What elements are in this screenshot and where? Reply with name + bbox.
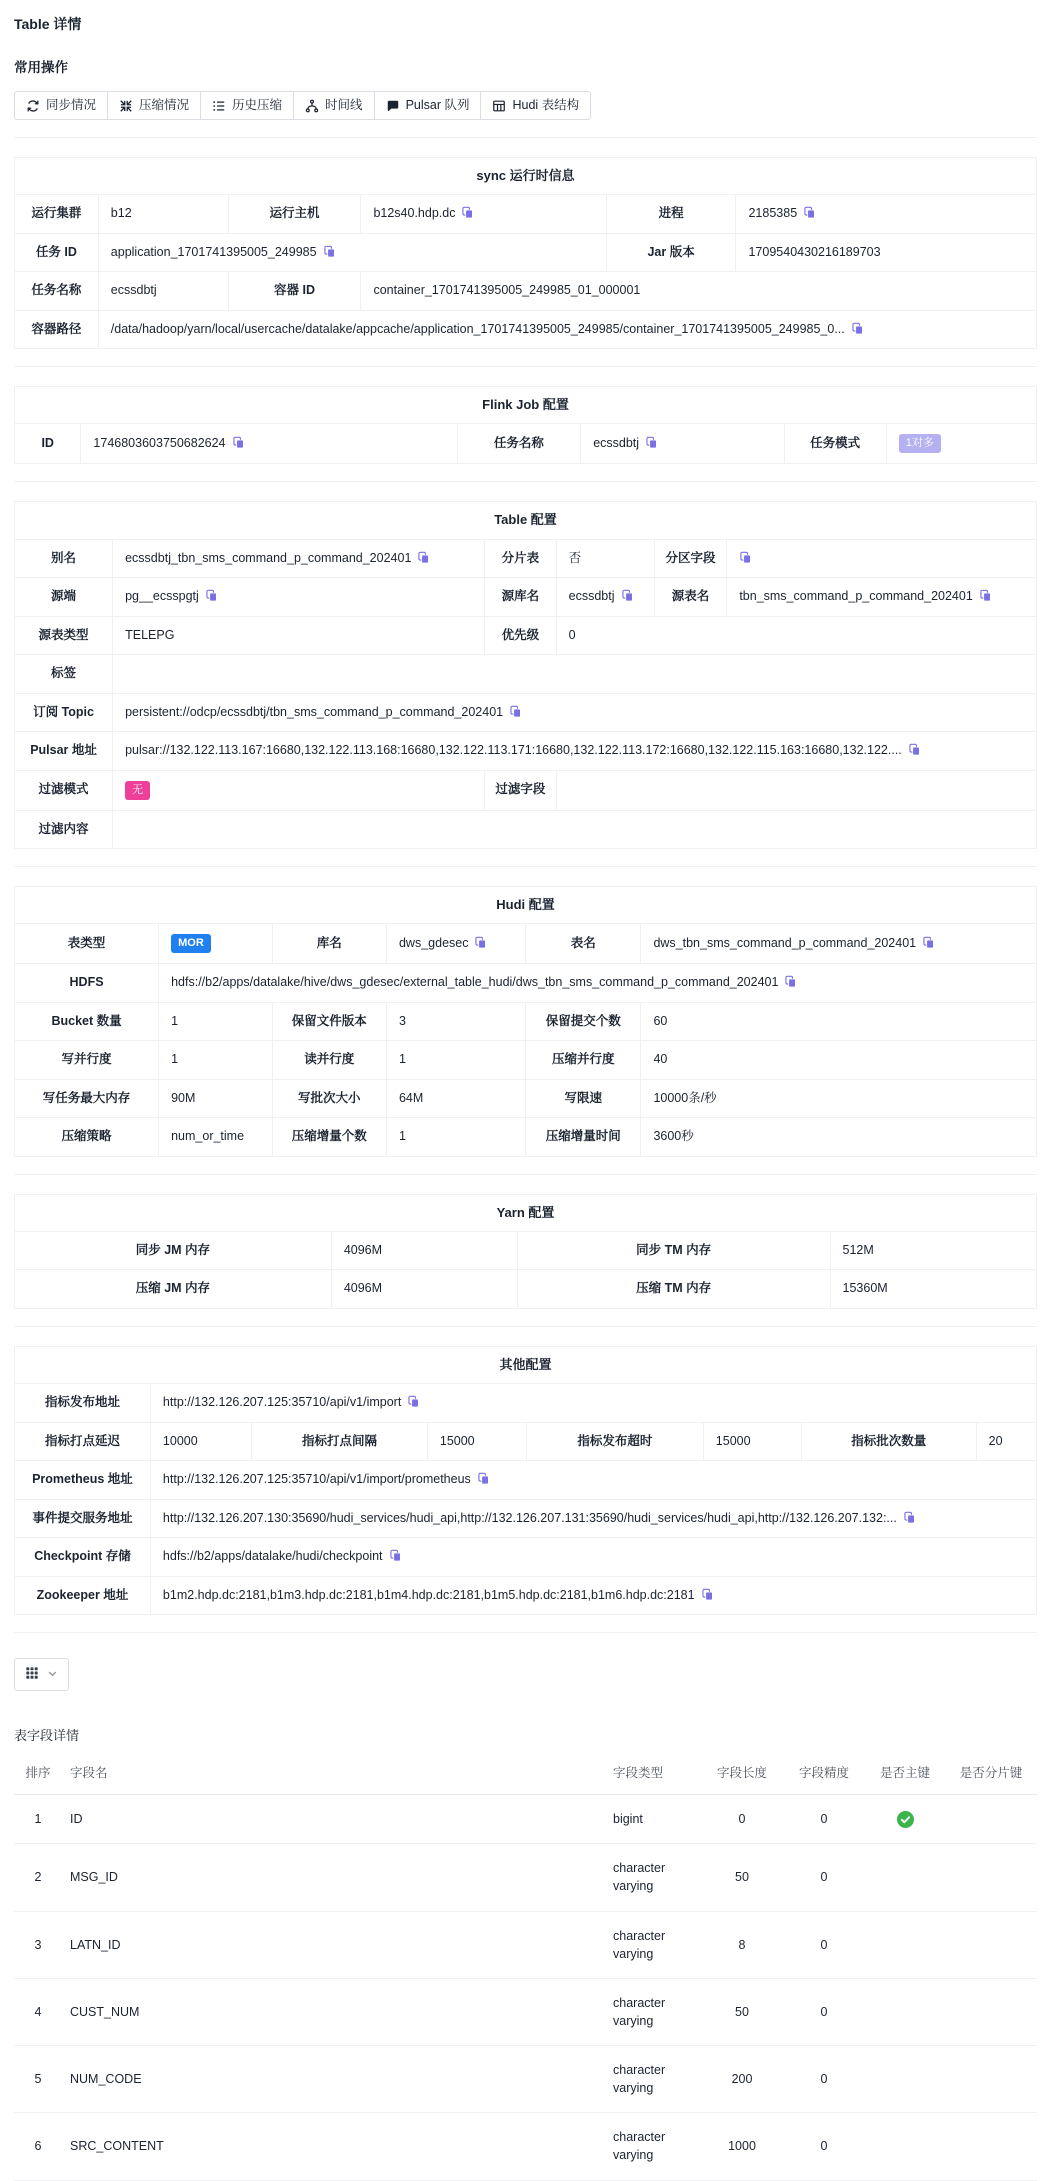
- column-settings-button[interactable]: [14, 1658, 69, 1691]
- write-parallelism-value: 1: [159, 1041, 272, 1080]
- file-versions-label: 保留文件版本: [272, 1002, 386, 1041]
- copy-icon[interactable]: [407, 1395, 420, 1408]
- compact-delta-num-label: 压缩增量个数: [272, 1118, 386, 1157]
- table-config-table: [14, 501, 1037, 849]
- col-shard-key: 是否分片键: [945, 1750, 1037, 1795]
- jar-version-label: Jar 版本: [606, 233, 736, 272]
- write-batch-size-value: 64M: [386, 1079, 525, 1118]
- cell-order: 4: [14, 1978, 62, 2045]
- read-parallelism-label: 读并行度: [272, 1041, 386, 1080]
- hdfs-label: HDFS: [15, 964, 159, 1003]
- checkpoint-storage-label: Checkpoint 存储: [15, 1538, 151, 1577]
- cell-field-precision: 0: [783, 1978, 865, 2045]
- sync-status-label: 同步情况: [46, 98, 97, 112]
- cell-field-name: LATN_ID: [62, 1911, 605, 1978]
- table-row: [14, 1911, 1037, 1978]
- copy-icon[interactable]: [205, 589, 218, 602]
- table-type-label: 表类型: [15, 924, 159, 964]
- hudi-table-label: 表名: [525, 924, 640, 964]
- copy-icon[interactable]: [232, 436, 245, 449]
- filter-content-value: [113, 810, 1037, 849]
- cell-primary-key: [865, 2113, 945, 2180]
- compact-delta-time-label: 压缩增量时间: [525, 1118, 640, 1157]
- read-parallelism-value: 1: [386, 1041, 525, 1080]
- task-name-value: ecssdbtj: [98, 272, 228, 311]
- copy-icon[interactable]: [803, 206, 816, 219]
- sync-status-button[interactable]: [14, 91, 108, 120]
- hudi-config-table: [14, 886, 1037, 1157]
- filter-content-label: 过滤内容: [15, 810, 113, 849]
- cell-shard-key: [945, 1844, 1037, 1911]
- copy-icon[interactable]: [645, 436, 658, 449]
- container-path-label: 容器路径: [15, 310, 99, 349]
- bucket-count-label: Bucket 数量: [15, 1002, 159, 1041]
- filter-mode-badge: 无: [125, 781, 150, 800]
- copy-icon[interactable]: [701, 1588, 714, 1601]
- cell-shard-key: [945, 1795, 1037, 1844]
- write-max-memory-label: 写任务最大内存: [15, 1079, 159, 1118]
- cell-order: 1: [14, 1795, 62, 1844]
- copy-icon[interactable]: [903, 1511, 916, 1524]
- common-ops-toolbar: [14, 91, 591, 120]
- hudi-db-label: 库名: [272, 924, 386, 964]
- cell-field-name: ID: [62, 1795, 605, 1844]
- cell-field-length: 50: [701, 1844, 783, 1911]
- metric-delay-label: 指标打点延迟: [15, 1422, 151, 1461]
- metric-url-label: 指标发布地址: [15, 1384, 151, 1423]
- compact-tm-memory-label: 压缩 TM 内存: [517, 1270, 830, 1309]
- sharded-value: 否: [556, 539, 654, 578]
- cell-field-precision: 0: [783, 1844, 865, 1911]
- table-icon: [492, 99, 506, 113]
- pulsar-queue-button[interactable]: [374, 91, 482, 120]
- compact-tm-memory-value: 15360M: [830, 1270, 1036, 1309]
- flink-task-name-label: 任务名称: [457, 424, 581, 464]
- partition-field-label: 分区字段: [654, 539, 727, 578]
- flink-job-title: Flink Job 配置: [15, 387, 1037, 424]
- table-row: [14, 2046, 1037, 2113]
- table-row: [14, 2113, 1037, 2180]
- process-value: 2185385: [736, 195, 1037, 234]
- chevron-down-icon: [47, 1667, 58, 1682]
- filter-mode-value: [113, 770, 485, 810]
- copy-icon[interactable]: [417, 551, 430, 564]
- process-label: 进程: [606, 195, 736, 234]
- compact-jm-memory-label: 压缩 JM 内存: [15, 1270, 332, 1309]
- grid-icon: [25, 1666, 39, 1683]
- write-rate-limit-label: 写限速: [525, 1079, 640, 1118]
- flink-job-table: [14, 386, 1037, 464]
- task-mode-badge: 1对多: [899, 434, 941, 453]
- source-value: pg__ecsspgtj: [113, 578, 485, 617]
- col-order: 排序: [14, 1750, 62, 1795]
- task-id-value: application_1701741395005_249985: [98, 233, 606, 272]
- metric-url-value: http://132.126.207.125:35710/api/v1/import: [150, 1384, 1036, 1423]
- cell-field-length: 1000: [701, 2113, 783, 2180]
- cell-primary-key: [865, 2046, 945, 2113]
- topic-label: 订阅 Topic: [15, 693, 113, 732]
- cell-field-name: CUST_NUM: [62, 1978, 605, 2045]
- copy-icon[interactable]: [509, 705, 522, 718]
- cell-shard-key: [945, 1911, 1037, 1978]
- section-divider: [14, 137, 1037, 138]
- copy-icon[interactable]: [323, 245, 336, 258]
- compact-delta-num-value: 1: [386, 1118, 525, 1157]
- alias-value: ecssdbtj_tbn_sms_command_p_command_202401: [113, 539, 485, 578]
- sync-runtime-table: [14, 157, 1037, 349]
- metric-batch-value: 20: [976, 1422, 1036, 1461]
- cell-field-name: SRC_CONTENT: [62, 2113, 605, 2180]
- metric-delay-value: 10000: [150, 1422, 251, 1461]
- yarn-config-title: Yarn 配置: [15, 1194, 1037, 1231]
- sync-tm-memory-value: 512M: [830, 1231, 1036, 1270]
- yarn-config-table: [14, 1194, 1037, 1309]
- cell-field-name: MSG_ID: [62, 1844, 605, 1911]
- source-table-label: 源表名: [654, 578, 727, 617]
- task-mode-value: [886, 424, 1036, 464]
- section-divider: [14, 1174, 1037, 1175]
- commits-kept-value: 60: [641, 1002, 1037, 1041]
- cell-field-name: NUM_CODE: [62, 2046, 605, 2113]
- list-icon: [212, 99, 226, 113]
- history-compaction-label: 历史压缩: [232, 98, 283, 112]
- write-max-memory-value: 90M: [159, 1079, 272, 1118]
- table-row: [14, 1844, 1037, 1911]
- event-service-label: 事件提交服务地址: [15, 1499, 151, 1538]
- other-config-title: 其他配置: [15, 1346, 1037, 1383]
- task-name-label: 任务名称: [15, 272, 99, 311]
- compress-icon: [119, 99, 133, 113]
- copy-icon[interactable]: [922, 936, 935, 949]
- metric-interval-value: 15000: [427, 1422, 526, 1461]
- priority-label: 优先级: [485, 616, 557, 655]
- copy-icon[interactable]: [784, 975, 797, 988]
- copy-icon[interactable]: [621, 589, 634, 602]
- source-label: 源端: [15, 578, 113, 617]
- message-icon: [386, 99, 400, 113]
- cluster-value: b12: [98, 195, 228, 234]
- jar-version-value: 1709540430216189703: [736, 233, 1037, 272]
- host-label: 运行主机: [228, 195, 361, 234]
- bucket-count-value: 1: [159, 1002, 272, 1041]
- zookeeper-address-label: Zookeeper 地址: [15, 1576, 151, 1615]
- cell-order: 5: [14, 2046, 62, 2113]
- cell-field-length: 8: [701, 1911, 783, 1978]
- cell-field-type: bigint: [605, 1795, 701, 1844]
- table-config-title: Table 配置: [15, 502, 1037, 539]
- compact-delta-time-value: 3600秒: [641, 1118, 1037, 1157]
- timeline-button[interactable]: [293, 91, 375, 120]
- fields-header-row: [14, 1750, 1037, 1795]
- cell-primary-key: [865, 1795, 945, 1844]
- cell-shard-key: [945, 2113, 1037, 2180]
- pulsar-address-label: Pulsar 地址: [15, 732, 113, 771]
- cell-field-type: character varying: [605, 1911, 701, 1978]
- cell-order: 2: [14, 1844, 62, 1911]
- section-divider: [14, 866, 1037, 867]
- cell-order: 3: [14, 1911, 62, 1978]
- sync-jm-memory-value: 4096M: [331, 1231, 517, 1270]
- pulsar-address-value: pulsar://132.122.113.167:16680,132.122.113.168:16680,132.122.113.171:16680,132.122.113.172:16680,132.122.115.163:16680,132.122....: [113, 732, 1037, 771]
- cell-primary-key: [865, 1844, 945, 1911]
- task-mode-label: 任务模式: [784, 424, 886, 464]
- flink-id-value: 1746803603750682624: [81, 424, 457, 464]
- copy-icon[interactable]: [474, 936, 487, 949]
- cell-field-precision: 0: [783, 1911, 865, 1978]
- cell-field-length: 50: [701, 1978, 783, 2045]
- partition-field-value: [727, 539, 1037, 578]
- hudi-table-structure-button[interactable]: [480, 91, 591, 120]
- timeline-label: 时间线: [325, 98, 363, 112]
- write-rate-limit-value: 10000条/秒: [641, 1079, 1037, 1118]
- compaction-status-button[interactable]: [107, 91, 201, 120]
- cell-primary-key: [865, 1978, 945, 2045]
- filter-field-value: [556, 770, 1036, 810]
- prometheus-address-label: Prometheus 地址: [15, 1461, 151, 1500]
- hdfs-value: hdfs://b2/apps/datalake/hive/dws_gdesec/external_table_hudi/dws_tbn_sms_command_p_command_202401: [159, 964, 1037, 1003]
- pulsar-queue-label: Pulsar 队列: [405, 98, 470, 112]
- priority-value: 0: [556, 616, 1036, 655]
- cell-field-length: 200: [701, 2046, 783, 2113]
- col-field-length: 字段长度: [701, 1750, 783, 1795]
- prometheus-address-value: http://132.126.207.125:35710/api/v1/import/prometheus: [150, 1461, 1036, 1500]
- write-parallelism-label: 写并行度: [15, 1041, 159, 1080]
- sharded-label: 分片表: [485, 539, 557, 578]
- history-compaction-button[interactable]: [200, 91, 294, 120]
- cell-field-length: 0: [701, 1795, 783, 1844]
- page-title: Table 详情: [14, 16, 82, 32]
- topic-value: persistent://odcp/ecssdbtj/tbn_sms_command_p_command_202401: [113, 693, 1037, 732]
- cell-shard-key: [945, 1978, 1037, 2045]
- container-path-value: /data/hadoop/yarn/local/usercache/datalake/appcache/application_1701741395005_249985/container_1701741395005_249985_0...: [98, 310, 1036, 349]
- col-field-name: 字段名: [62, 1750, 605, 1795]
- filter-field-label: 过滤字段: [485, 770, 557, 810]
- write-batch-size-label: 写批次大小: [272, 1079, 386, 1118]
- sync-runtime-title: sync 运行时信息: [15, 158, 1037, 195]
- section-divider: [14, 1632, 1037, 1633]
- cell-field-type: character varying: [605, 2113, 701, 2180]
- flink-task-name-value: ecssdbtj: [581, 424, 784, 464]
- hudi-table-structure-label: Hudi 表结构: [512, 98, 580, 112]
- commits-kept-label: 保留提交个数: [525, 1002, 640, 1041]
- table-row: [14, 1795, 1037, 1844]
- alias-label: 别名: [15, 539, 113, 578]
- cell-field-precision: 0: [783, 2113, 865, 2180]
- cluster-label: 运行集群: [15, 195, 99, 234]
- section-divider: [14, 481, 1037, 482]
- source-type-label: 源表类型: [15, 616, 113, 655]
- checkpoint-storage-value: hdfs://b2/apps/datalake/hudi/checkpoint: [150, 1538, 1036, 1577]
- flink-id-label: ID: [15, 424, 81, 464]
- cell-field-type: character varying: [605, 1844, 701, 1911]
- event-service-value: http://132.126.207.130:35690/hudi_services/hudi_api,http://132.126.207.131:35690/hudi_services/hudi_api,http://132.126.207.132:...: [150, 1499, 1036, 1538]
- primary-key-check-icon: [897, 1812, 914, 1826]
- filter-mode-label: 过滤模式: [15, 770, 113, 810]
- other-config-table: [14, 1346, 1037, 1615]
- copy-icon[interactable]: [477, 1472, 490, 1485]
- host-value: b12s40.hdp.dc: [361, 195, 606, 234]
- cell-field-precision: 0: [783, 2046, 865, 2113]
- hudi-config-title: Hudi 配置: [15, 887, 1037, 924]
- copy-icon[interactable]: [461, 206, 474, 219]
- copy-icon[interactable]: [908, 743, 921, 756]
- container-id-label: 容器 ID: [228, 272, 361, 311]
- hudi-table-value: dws_tbn_sms_command_p_command_202401: [641, 924, 1037, 964]
- copy-icon[interactable]: [851, 322, 864, 335]
- metric-batch-label: 指标批次数量: [801, 1422, 976, 1461]
- section-divider: [14, 1326, 1037, 1327]
- compact-strategy-value: num_or_time: [159, 1118, 272, 1157]
- col-primary-key: 是否主键: [865, 1750, 945, 1795]
- table-fields-table: [14, 1750, 1037, 2180]
- timeline-icon: [305, 99, 319, 113]
- cell-order: 6: [14, 2113, 62, 2180]
- source-db-label: 源库名: [485, 578, 557, 617]
- cell-field-precision: 0: [783, 1795, 865, 1844]
- copy-icon[interactable]: [739, 551, 752, 564]
- cell-shard-key: [945, 2046, 1037, 2113]
- metric-timeout-value: 15000: [703, 1422, 801, 1461]
- tags-label: 标签: [15, 655, 113, 694]
- sync-jm-memory-label: 同步 JM 内存: [15, 1231, 332, 1270]
- compact-strategy-label: 压缩策略: [15, 1118, 159, 1157]
- cell-primary-key: [865, 1911, 945, 1978]
- table-type-value: [159, 924, 272, 964]
- metric-interval-label: 指标打点间隔: [252, 1422, 428, 1461]
- cell-field-type: character varying: [605, 2046, 701, 2113]
- compact-parallelism-value: 40: [641, 1041, 1037, 1080]
- tags-value: [113, 655, 1037, 694]
- source-table-value: tbn_sms_command_p_command_202401: [727, 578, 1037, 617]
- metric-timeout-label: 指标发布超时: [527, 1422, 704, 1461]
- table-row: [14, 1978, 1037, 2045]
- zookeeper-address-value: b1m2.hdp.dc:2181,b1m3.hdp.dc:2181,b1m4.hdp.dc:2181,b1m5.hdp.dc:2181,b1m6.hdp.dc:2181: [150, 1576, 1036, 1615]
- table-type-badge: MOR: [171, 934, 211, 953]
- fields-heading: 表字段详情: [14, 1728, 80, 1744]
- file-versions-value: 3: [386, 1002, 525, 1041]
- task-id-label: 任务 ID: [15, 233, 99, 272]
- col-field-type: 字段类型: [605, 1750, 701, 1795]
- copy-icon[interactable]: [979, 589, 992, 602]
- compact-parallelism-label: 压缩并行度: [525, 1041, 640, 1080]
- source-db-value: ecssdbtj: [556, 578, 654, 617]
- sync-tm-memory-label: 同步 TM 内存: [517, 1231, 830, 1270]
- col-field-precision: 字段精度: [783, 1750, 865, 1795]
- compact-jm-memory-value: 4096M: [331, 1270, 517, 1309]
- compaction-status-label: 压缩情况: [139, 98, 190, 112]
- source-type-value: TELEPG: [113, 616, 485, 655]
- sync-refresh-icon: [26, 99, 40, 113]
- cell-field-type: character varying: [605, 1978, 701, 2045]
- common-ops-heading: 常用操作: [14, 60, 68, 75]
- container-id-value: container_1701741395005_249985_01_000001: [361, 272, 1037, 311]
- section-divider: [14, 366, 1037, 367]
- hudi-db-value: dws_gdesec: [386, 924, 525, 964]
- copy-icon[interactable]: [389, 1549, 402, 1562]
